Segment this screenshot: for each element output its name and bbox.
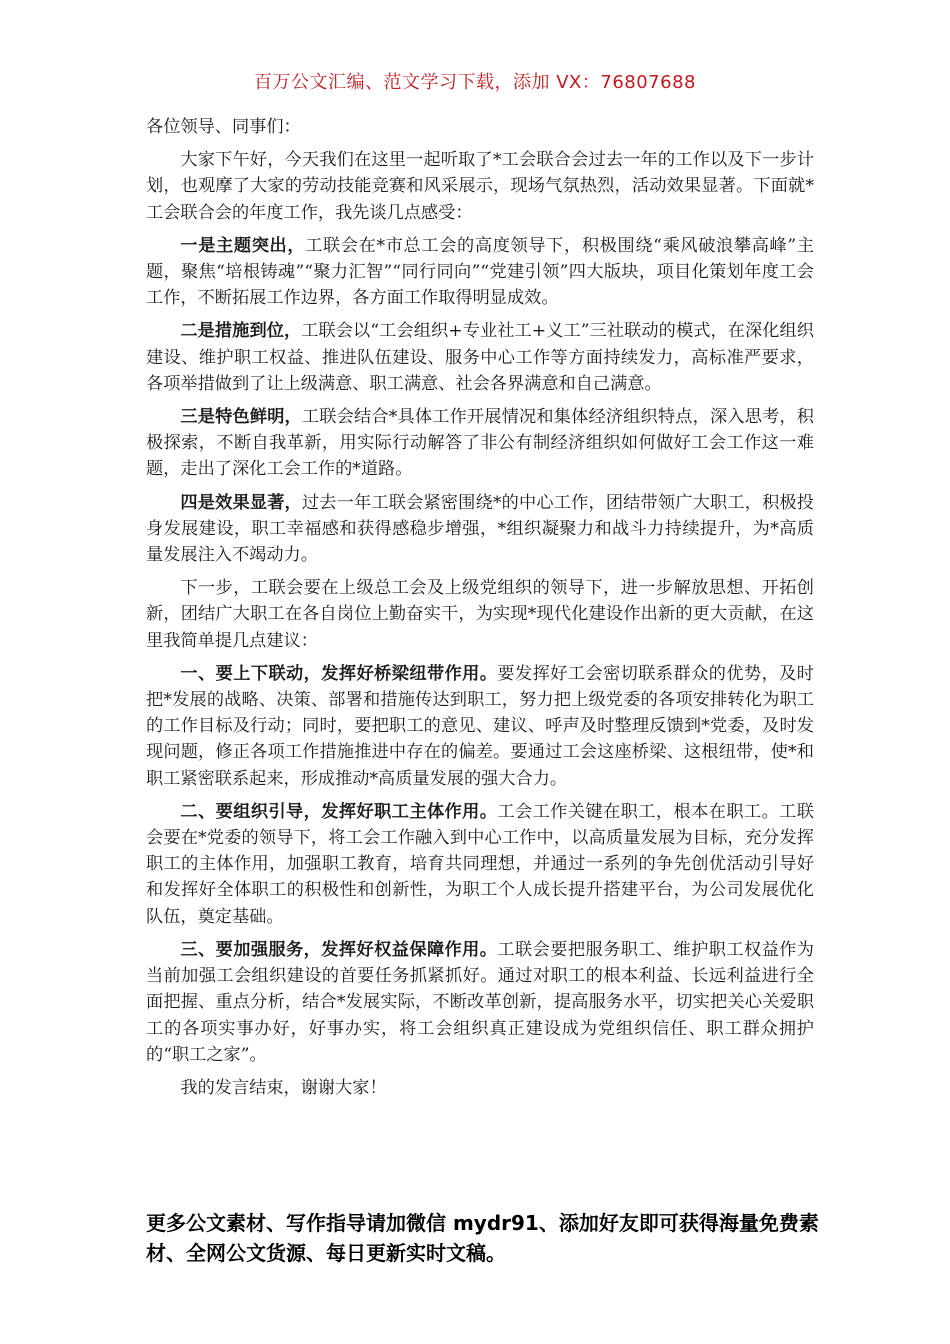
point-lead: 四是效果显著， (180, 492, 302, 513)
point-body: 过去一年工联会紧密围绕*的中心工作，团结带领广大职工，积极投身发展建设，职工幸福感和获得感稳步增强，*组织凝聚力和战斗力持续提升，为*高质量发展注入不竭动力。 (146, 492, 814, 566)
point-paragraph (146, 318, 814, 397)
point-paragraph (146, 404, 814, 483)
salutation: 各位领导、同事们： (146, 117, 301, 137)
point-lead: 二是措施到位， (180, 321, 302, 342)
footer-promo: 更多公文素材、写作指导请加微信 mydr91、添加好友即可获得海量免费素材、全网公文货源、每日更新实时文稿。 (146, 1211, 819, 1265)
point-body: 工联会在*市总工会的高度领导下，积极围绕“乘风破浪攀高峰”主题，聚焦“培根铸魂”“聚力汇智”“同行同向”“党建引领”四大版块，项目化策划年度工会工作，不断拓展工作边界，各方面工作取得明显成效。 (146, 235, 814, 309)
suggestion-body: 工会工作关键在职工，根本在职工。工联会要在*党委的领导下，将工会工作融入到中心工作中，以高质量发展为目标，充分发挥职工的主体作用，加强职工教育，培育共同理想，并通过一系列的争先创优活动引导好和发挥好全体职工的积极性和创新性，为职工个人成长提升搭建平台，为公司发展优化队伍，奠定基础。 (146, 801, 814, 927)
suggestion-body: 要发挥好工会密切联系群众的优势，及时把*发展的战略、决策、部署和措施传达到职工，努力把上级党委的各项安排转化为职工的工作目标及行动；同时，要把职工的意见、建议、呼声及时整理反馈到*党委，及时发现问题，修正各项工作措施推进中存在的偏差。要通过工会这座桥梁、这根纽带，使*和职工紧密联系起来，形成推动*高质量发展的强大合力。 (146, 663, 814, 789)
suggestion-lead: 一、要上下联动，发挥好桥梁纽带作用。 (180, 663, 498, 684)
suggestion-paragraph (146, 799, 814, 930)
suggestion-body: 工联会要把服务职工、维护职工权益作为当前加强工会组织建设的首要任务抓紧抓好。通过对职工的根本利益、长远利益进行全面把握、重点分析，结合*发展实际，不断改革创新，提高服务水平，切实把关心关爱职工的各项实事办好，好事办实，将工会组织真正建设成为党组织信任、职工群众拥护的“职工之家”。 (146, 939, 814, 1065)
suggestion-lead: 三、要加强服务，发挥好权益保障作用。 (180, 939, 498, 960)
suggestion-lead: 二、要组织引导，发挥好职工主体作用。 (180, 801, 498, 822)
intro-paragraph: 大家下午好，今天我们在这里一起听取了*工会联合会过去一年的工作以及下一步计划，也观摩了大家的劳动技能竞赛和风采展示，现场气氛热烈，活动效果显著。下面就*工会联合会的年度工作，我先谈几点感受： (146, 150, 814, 223)
point-lead: 三是特色鲜明， (180, 407, 302, 428)
point-paragraph (146, 490, 814, 569)
closing-paragraph: 我的发言结束，谢谢大家！ (180, 1077, 387, 1098)
document-body (146, 114, 814, 1108)
point-lead: 一是主题突出， (180, 235, 306, 256)
header-banner: 百万公文汇编、范文学习下载，添加 VX：76807688 (254, 72, 696, 93)
suggestion-paragraph (146, 937, 814, 1068)
suggestion-paragraph (146, 661, 814, 792)
transition-paragraph: 下一步，工联会要在上级总工会及上级党组织的领导下，进一步解放思想、开拓创新，团结广大职工在各自岗位上勤奋实干，为实现*现代化建设作出新的更大贡献，在这里我简单提几点建议： (146, 578, 814, 651)
point-body: 工联会以“工会组织+专业社工+义工”三社联动的模式，在深化组织建设、维护职工权益、推进队伍建设、服务中心工作等方面持续发力，高标准严要求，各项举措做到了让上级满意、职工满意、社会各界满意和自己满意。 (146, 321, 814, 394)
point-body: 工联会结合*具体工作开展情况和集体经济组织特点，深入思考，积极探索，不断自我革新，用实际行动解答了非公有制经济组织如何做好工会工作这一难题，走出了深化工会工作的*道路。 (146, 407, 814, 480)
point-paragraph (146, 233, 814, 312)
